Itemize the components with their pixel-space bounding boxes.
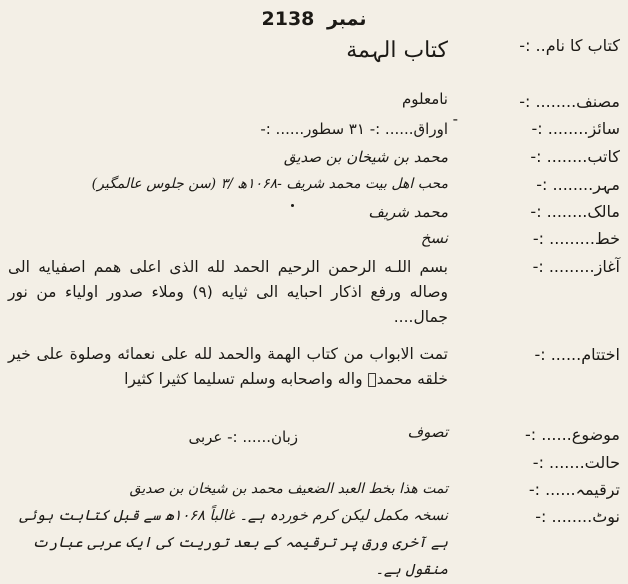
incipit-text: بسم اللـه الرحمن الرحیم الحمد لله الذی اعلی همم اصفیایه الی وصاله ورفع اذکار احبایه الی ثیایه (۹) وملاء صدور اولیاء من نور جمال.... (8, 258, 448, 326)
colophon-value: تمت هذا بخط العبد الضعیف محمد بن شیخان بن صدیق (129, 481, 448, 497)
owner-value: محمد شریف (368, 203, 448, 221)
entry-number-label: نمبر (327, 8, 367, 30)
label-note: نوٹ........ :- (535, 507, 620, 526)
seal-value: محب اهل بیت محمد شریف -۱۰۶۸ھ /۳ (سن جلوس عالمگیر) (91, 176, 448, 192)
label-explicit: اختتام...... :- (534, 345, 620, 364)
label-size: سائز........ :- (531, 119, 620, 138)
label-colophon: ترقیمہ...... :- (528, 480, 620, 499)
size-dash: - (452, 110, 458, 128)
explicit-text: تمت الابواب من کتاب الهمة والحمد لله علی نعمائه وصلوة علی خیر خلقه محمدؐ واله واصحابه وسلم تسلیما کثیرا کثیرا (8, 345, 448, 388)
size-value: اوراق...... :- ۳۱ سطور...... :- (260, 120, 448, 138)
label-condition: حالت....... :- (532, 453, 620, 472)
label-author: مصنف........ :- (519, 92, 620, 111)
scribe-value: محمد بن شیخان بن صدیق (283, 148, 448, 166)
note-text: نسخہ مکمل لیکن کرم خوردہ ہے۔ غالباً ۱۰۶۸ھ سے قبل کتابت ہوئی ہے آخری ورق پر ترقیمہ کے بعد توریت کی ایک عربی عبارت منقول ہے۔ (19, 508, 448, 578)
label-script: خط......... :- (532, 229, 620, 248)
stray-dot (291, 204, 294, 207)
label-subject: موضوع...... :- (525, 425, 620, 444)
label-incipit: آغاز......... :- (532, 257, 620, 276)
script-value: نسخ (420, 229, 448, 247)
book-title: کتاب الہمة (346, 38, 448, 63)
label-book-title: کتاب کا نام.. :- (519, 36, 620, 55)
author-value: نامعلوم (401, 90, 448, 108)
label-seal: مہر........ :- (536, 175, 620, 194)
entry-number-heading (0, 8, 628, 30)
label-owner: مالک........ :- (530, 202, 620, 221)
subject-value: تصوف (407, 423, 448, 441)
language-value: زبان...... :- عربی (188, 428, 298, 446)
label-scribe: کاتب........ :- (530, 147, 620, 166)
entry-number: 2138 (261, 8, 315, 30)
